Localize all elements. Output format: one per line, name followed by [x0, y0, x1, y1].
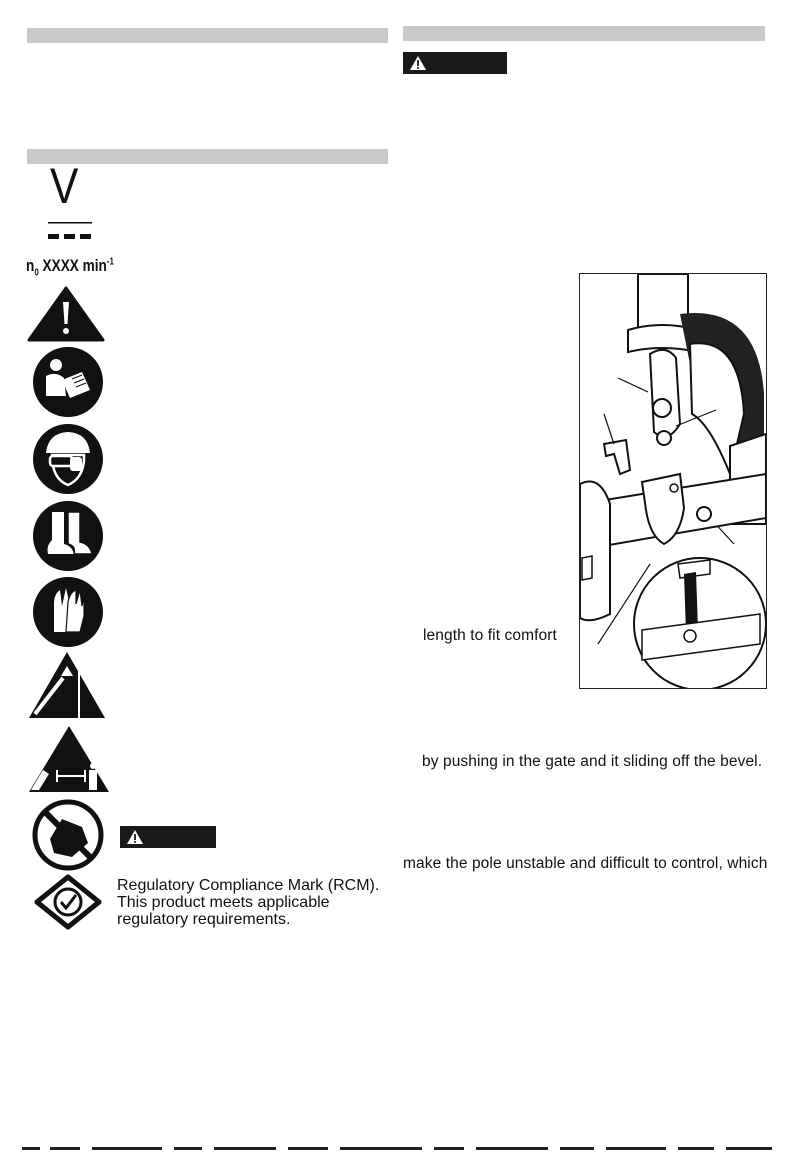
- section-bar-left-symbols: [27, 149, 388, 164]
- head-eye-ear-protection-icon: [32, 423, 104, 495]
- no-load-speed-symbol: [26, 256, 114, 280]
- overhead-line-hazard-icon: [27, 650, 107, 720]
- text-pole-fragment: make the pole unstable and difficult to control, which: [403, 855, 768, 872]
- warning-label-top: [403, 52, 507, 74]
- section-bar-left-top: [27, 28, 388, 43]
- keep-hands-away-icon: [32, 799, 104, 871]
- warning-triangle-icon: [409, 55, 427, 71]
- warning-triangle-icon: [126, 829, 144, 845]
- footer-strip: [22, 1147, 772, 1150]
- rcm-line-3: regulatory requirements.: [117, 911, 291, 928]
- read-manual-icon: [32, 346, 104, 418]
- rcm-line-2: This product meets applicable: [117, 894, 330, 911]
- warning-label-hands: [120, 826, 216, 848]
- dc-current-icon: [44, 220, 104, 244]
- text-length-fragment: length to fit comfort: [423, 627, 557, 644]
- assembly-figure: [579, 273, 767, 689]
- rcm-mark-icon: [33, 874, 103, 930]
- text-gate-fragment: by pushing in the gate and it sliding off the bevel.: [422, 753, 763, 770]
- speed-value: XXXX min: [42, 256, 107, 275]
- speed-prefix: n: [26, 256, 35, 275]
- harness-hanger-illustration: [580, 274, 766, 688]
- speed-subscript: 0: [34, 267, 39, 279]
- voltage-letter: V: [50, 158, 79, 214]
- safety-alert-icon: [27, 286, 105, 342]
- foot-protection-icon: [32, 500, 104, 572]
- voltage-symbol: [44, 158, 104, 244]
- rcm-description: [117, 877, 379, 928]
- bystander-distance-icon: [27, 724, 111, 794]
- rcm-line-1: Regulatory Compliance Mark (RCM).: [117, 877, 380, 894]
- speed-exponent: -1: [106, 256, 114, 268]
- hand-protection-icon: [32, 576, 104, 648]
- section-bar-right-top: [403, 26, 765, 41]
